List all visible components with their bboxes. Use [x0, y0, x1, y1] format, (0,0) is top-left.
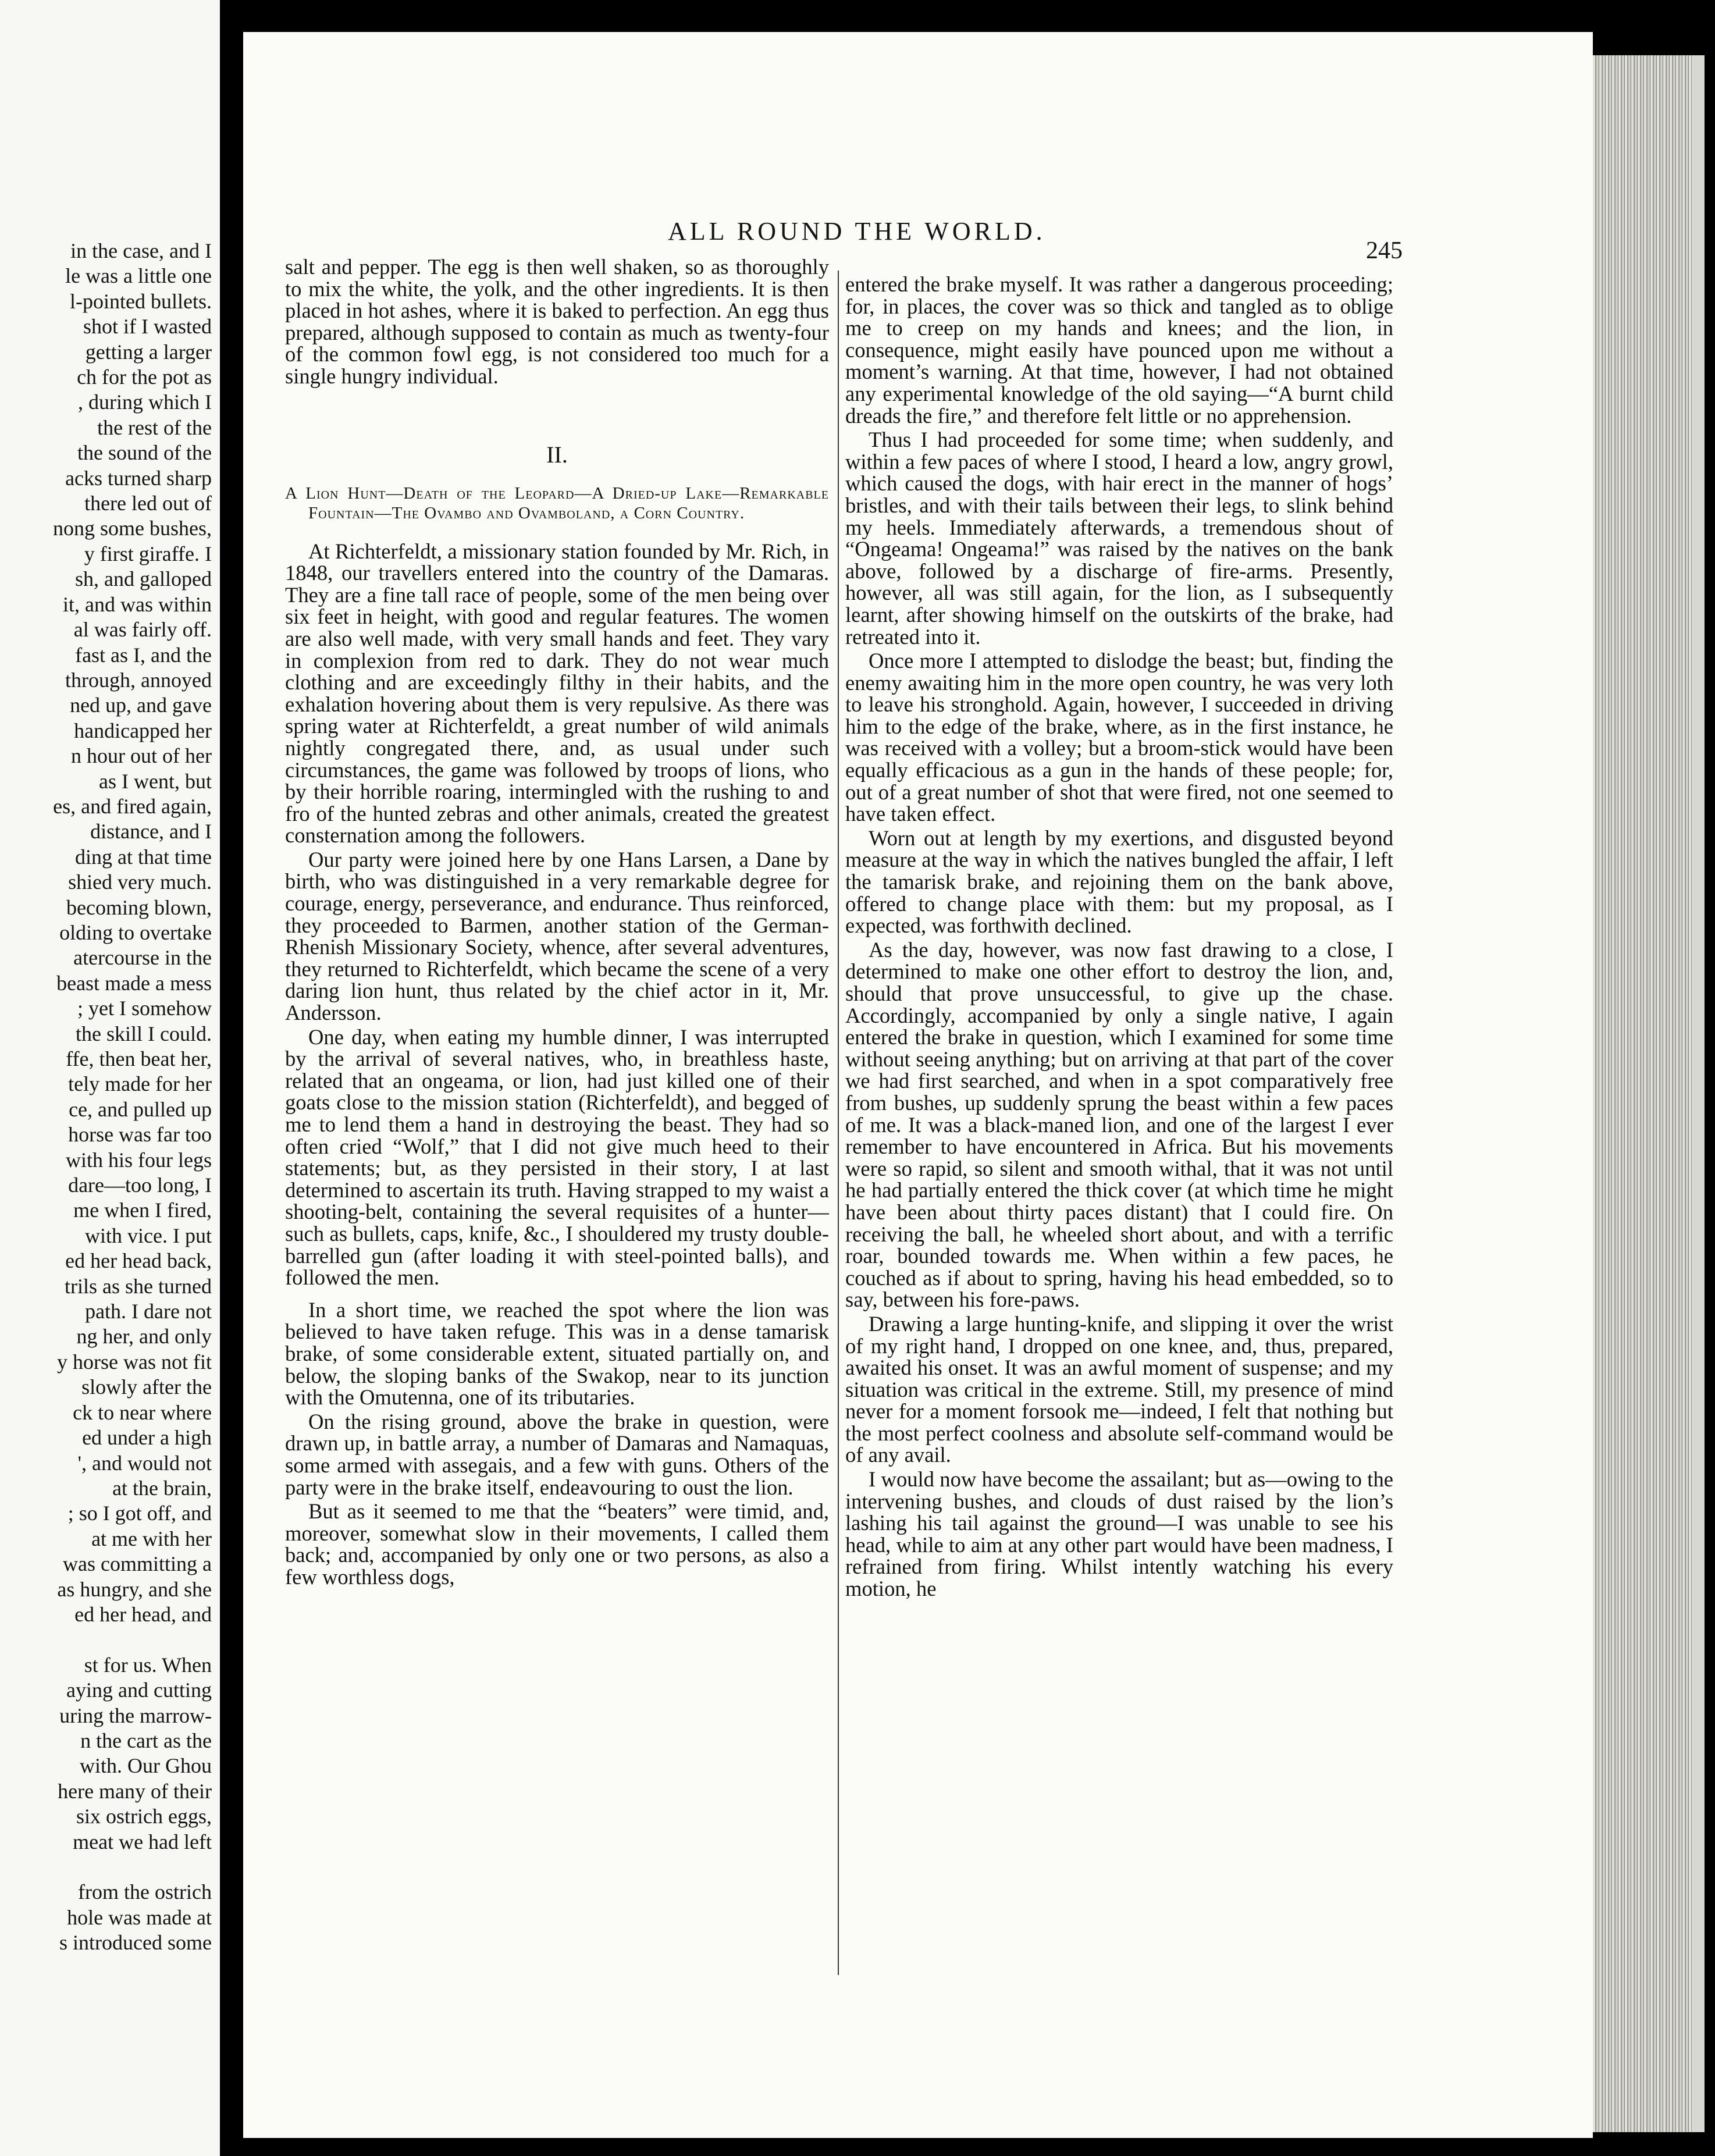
paragraph: Thus I had proceeded for some time; when suddenly, and within a few paces of where I stood, I heard a low, angry growl, which caused the dogs, with hair erect in the manner of hogs’ bristles, and with their tails between their legs, to slink behind my heels. Immediately afterwards, a tremendous shout of “Ongeama! Ongeama!” was raised by the natives on the bank above, followed by a discharge of fire-arms. Presently, however, all was still again, for the lion, as I subsequently learnt, after showing himself on the outskirts of the brake, had retreated into it. [845, 428, 1393, 649]
column-right [845, 273, 1393, 1600]
facing-page-line: as hungry, and she [57, 1577, 212, 1601]
paragraph: Our party were joined here by one Hans Larsen, a Dane by birth, who was distinguished in a very remarkable degree for courage, energy, perseverance, and endurance. Thus reinforced, they proceeded to Barmen, another station of the German-Rhenish Missionary Society, whence, after several adventures, they returned to Richterfeldt, which became the scene of a very daring lion hunt, thus related by the chief actor in it, Mr. Andersson. [285, 847, 829, 1025]
paragraph: I would now have become the assailant; but as—owing to the intervening bushes, and clouds of dust raised by the lion’s lashing his tail against the ground—I was unable to see his head, while to aim at any other part would have been madness, I refrained from firing. Whilst intently watching his every motion, he [845, 1467, 1393, 1601]
facing-page-line: at the brain, [112, 1476, 212, 1500]
facing-page-line: shot if I wasted [83, 315, 212, 339]
facing-page-line: nong some bushes, [53, 517, 212, 540]
facing-page-line: y first giraffe. I [84, 542, 212, 565]
facing-page-line: distance, and I [90, 820, 212, 844]
section-number: II. [546, 441, 568, 468]
paragraph: Drawing a large hunting-knife, and slipping it over the wrist of my right hand, I dropped on one knee, and, thus, prepared, awaited his onset. It was an awful moment of suspense; and my situation was critical in the extreme. Still, my presence of mind never for a moment forsook me—indeed, I felt that nothing but the most perfect coolness and absolute self-command would be of any avail. [845, 1311, 1393, 1467]
running-head: ALL ROUND THE WORLD. [668, 217, 1046, 246]
facing-page-line: six ostrich eggs, [76, 1805, 212, 1828]
facing-page-line: sh, and galloped [75, 567, 212, 591]
facing-page-line: n hour out of her [71, 744, 212, 768]
facing-page-line: beast made a mess [56, 971, 212, 995]
facing-page-line: was committing a [63, 1552, 212, 1576]
facing-page-line: atercourse in the [73, 946, 212, 970]
facing-page-line: as I went, but [99, 769, 212, 793]
facing-page-line: through, annoyed [65, 668, 212, 692]
facing-page-line: with vice. I put [85, 1223, 212, 1247]
facing-page-line: meat we had left [73, 1830, 212, 1853]
facing-page-line: hole was made at [67, 1905, 212, 1929]
facing-page-line: from the ostrich [78, 1880, 212, 1904]
facing-page-line: trils as she turned [65, 1274, 212, 1298]
paragraph: On the rising ground, above the brake in question, were drawn up, in battle array, a number of Damaras and Namaquas, some armed with assegais, and a few with guns. Others of the party were in the brake itself, endeavouring to oust the lion. [285, 1409, 829, 1499]
paragraph: In a short time, we reached the spot where the lion was believed to have taken refuge. This was in a dense tamarisk brake, of some considerable extent, situated partially on, and below, the sloping banks of the Swakop, near to its junction with the Omutenna, one of its tributaries. [285, 1297, 829, 1410]
paragraph: One day, when eating my humble dinner, I was interrupted by the arrival of several natives, who, in breathless haste, related that an ongeama, or lion, had just killed one of their goats close to the mission station (Richterfeldt), and begged of me to lend them a hand in destroying the beast. They had so often cried “Wolf,” that I did not give much heed to their statements; but, as they persisted in their story, I at last determined to ascertain its truth. Having strapped to my waist a shooting-belt, containing the several requisites of a hunter—such as bullets, caps, knife, &c., I shouldered my trusty double-barrelled gun (after loading it with steel-pointed balls), and followed the men. [285, 1024, 829, 1290]
facing-page-line: path. I dare not [85, 1300, 212, 1324]
page-edges [1593, 55, 1705, 2132]
facing-page-line: ch for the pot as [77, 365, 212, 389]
facing-page-line: ed her head, and [74, 1602, 212, 1626]
paragraph: But as it seemed to me that the “beaters” were timid, and, moreover, somewhat slow in their movements, I called them back; and, accompanied by only one or two persons, as also a few worthless dogs, [285, 1499, 829, 1589]
facing-page-line: here many of their [58, 1779, 212, 1803]
facing-page-line: the sound of the [77, 441, 212, 465]
facing-page-line: uring the marrow- [59, 1703, 212, 1727]
facing-page-line: aying and cutting [66, 1678, 212, 1702]
facing-page-line: the skill I could. [76, 1022, 212, 1045]
paragraph: Once more I attempted to dislodge the beast; but, finding the enemy awaiting him in the more open country, he was very loth to leave his stronghold. Again, however, I succeeded in driving him to the edge of the brake, where, as in the first instance, he was received with a volley; but a broom-stick would have been equally efficacious as a gun in the hands of these people; for, out of a great number of shot that were fired, not one seemed to have taken effect. [845, 649, 1393, 826]
facing-page-line: ng her, and only [76, 1325, 212, 1349]
facing-page-line: getting a larger [85, 340, 212, 364]
paragraph: entered the brake myself. It was rather a dangerous proceeding; for, in places, the cover was so thick and tangled as to oblige me to creep on my hands and knees; and the lion, in consequence, might easily have pounced upon me without a moment’s warning. At that time, however, I had not obtained any experimental knowledge of the old saying—“A burnt child dreads the fire,” and therefore felt little or no apprehension. [845, 272, 1393, 428]
facing-page-line: becoming blown, [66, 895, 212, 919]
facing-page-line: ; yet I somehow [77, 997, 212, 1020]
facing-page-line: y horse was not fit [57, 1350, 212, 1374]
facing-page-line: ', and would not [77, 1451, 212, 1475]
facing-page-line: ck to near where [73, 1400, 212, 1424]
facing-page-line: with. Our Ghou [80, 1754, 212, 1778]
paragraph: As the day, however, was now fast drawing to a close, I determined to make one other effort to destroy the lion, and, should that prove unsuccessful, to give up the chase. Accordingly, accompanied by only a single native, I again entered the brake in question, which I examined for some time without seeing anything; but on arriving at that part of the cover we had first searched, and when in a spot comparatively free from bushes, up suddenly sprung the beast within a few paces of me. It was a black-maned lion, and one of the largest I ever remember to have encountered in Africa. But his movements were so rapid, so silent and smooth withal, that it was not until he had partially entered the thick cover (at which time he might have been about thirty paces distant) that I could fire. On receiving the ball, he wheeled short about, and with a terrific roar, bounded towards me. When within a few paces, he couched as if about to spring, having his head embedded, so to say, between his fore-paws. [845, 937, 1393, 1312]
facing-page-line: olding to overtake [59, 920, 212, 944]
facing-page-line: ed her head back, [65, 1249, 212, 1273]
facing-page-line: tely made for her [68, 1072, 212, 1096]
facing-page-line: horse was far too [68, 1123, 212, 1147]
paragraph: salt and pepper. The egg is then well shaken, so as thoroughly to mix the white, the yolk, and the other ingredients. It is then placed in hot ashes, where it is baked to perfection. An egg thus prepared, although supposed to contain as much as twenty-four of the common fowl egg, is not considered too much for a single hungry individual. [285, 255, 829, 388]
facing-page-line: fast as I, and the [75, 643, 212, 667]
facing-page-line: l-pointed bullets. [70, 289, 212, 313]
facing-page-line: ding at that time [75, 845, 212, 869]
facing-page-line: ned up, and gave [70, 693, 212, 717]
facing-page-line: acks turned sharp [65, 466, 212, 490]
section-heading: A Lion Hunt—Death of the Leopard—A Dried-up Lake—Remarkable Fountain—The Ovambo and Ovamboland, a Corn Country. [285, 483, 829, 522]
facing-page-line: the rest of the [97, 415, 212, 439]
facing-page-line: at me with her [91, 1527, 212, 1550]
facing-page-line: slowly after the [81, 1375, 212, 1399]
facing-page-line: , during which I [78, 390, 212, 414]
column-divider [838, 271, 839, 1975]
facing-page-line: there led out of [84, 492, 212, 515]
paragraph: At Richterfeldt, a missionary station founded by Mr. Rich, in 1848, our travellers entered into the country of the Damaras. They are a fine tall race of people, some of the men being over six feet in height, with good and regular features. The women are also well made, with very small hands and feet. They vary in complexion from red to dark. They do not wear much clothing and are exceedingly filthy in their habits, and the exhalation hovering about them is very repulsive. As there was spring water at Richterfeldt, a great number of wild animals nightly congregated there, and, as usual under such circumstances, the game was followed by troops of lions, who by their horrible roaring, intermingled with the rushing to and fro of the hunted zebras and other animals, created the greatest consternation among the followers. [285, 539, 829, 848]
facing-page-line: dare—too long, I [68, 1173, 212, 1197]
facing-page-text [0, 239, 212, 1956]
facing-page-line: s introduced some [59, 1931, 212, 1955]
facing-page-line: st for us. When [84, 1653, 212, 1677]
facing-page-line: le was a little one [65, 264, 212, 288]
facing-page-line [0, 1855, 212, 1880]
facing-page [0, 0, 220, 2156]
facing-page-line: in the case, and I [70, 239, 212, 262]
facing-page-line: ed under a high [82, 1426, 212, 1450]
facing-page-line: with his four legs [66, 1148, 212, 1172]
facing-page-line: it, and was within [63, 592, 212, 616]
facing-page-line: ; so I got off, and [67, 1502, 212, 1525]
facing-page-line: handicapped her [74, 718, 212, 742]
facing-page-line: me when I fired, [73, 1198, 212, 1222]
facing-page-line: shied very much. [68, 870, 212, 894]
paragraph: Worn out at length by my exertions, and disgusted beyond measure at the way in which the natives bungled the affair, I left the tamarisk brake, and rejoining them on the bank above, offered to change place with them: but my proposal, as I expected, was forthwith declined. [845, 826, 1393, 938]
facing-page-line: al was fairly off. [73, 618, 212, 642]
page-number: 245 [1366, 237, 1403, 264]
facing-page-line [0, 1627, 212, 1652]
facing-page-line: es, and fired again, [53, 794, 212, 818]
facing-page-line: n the cart as the [80, 1728, 212, 1752]
facing-page-line: ffe, then beat her, [66, 1047, 212, 1070]
column-left [285, 256, 829, 1588]
facing-page-line: ce, and pulled up [69, 1097, 212, 1121]
